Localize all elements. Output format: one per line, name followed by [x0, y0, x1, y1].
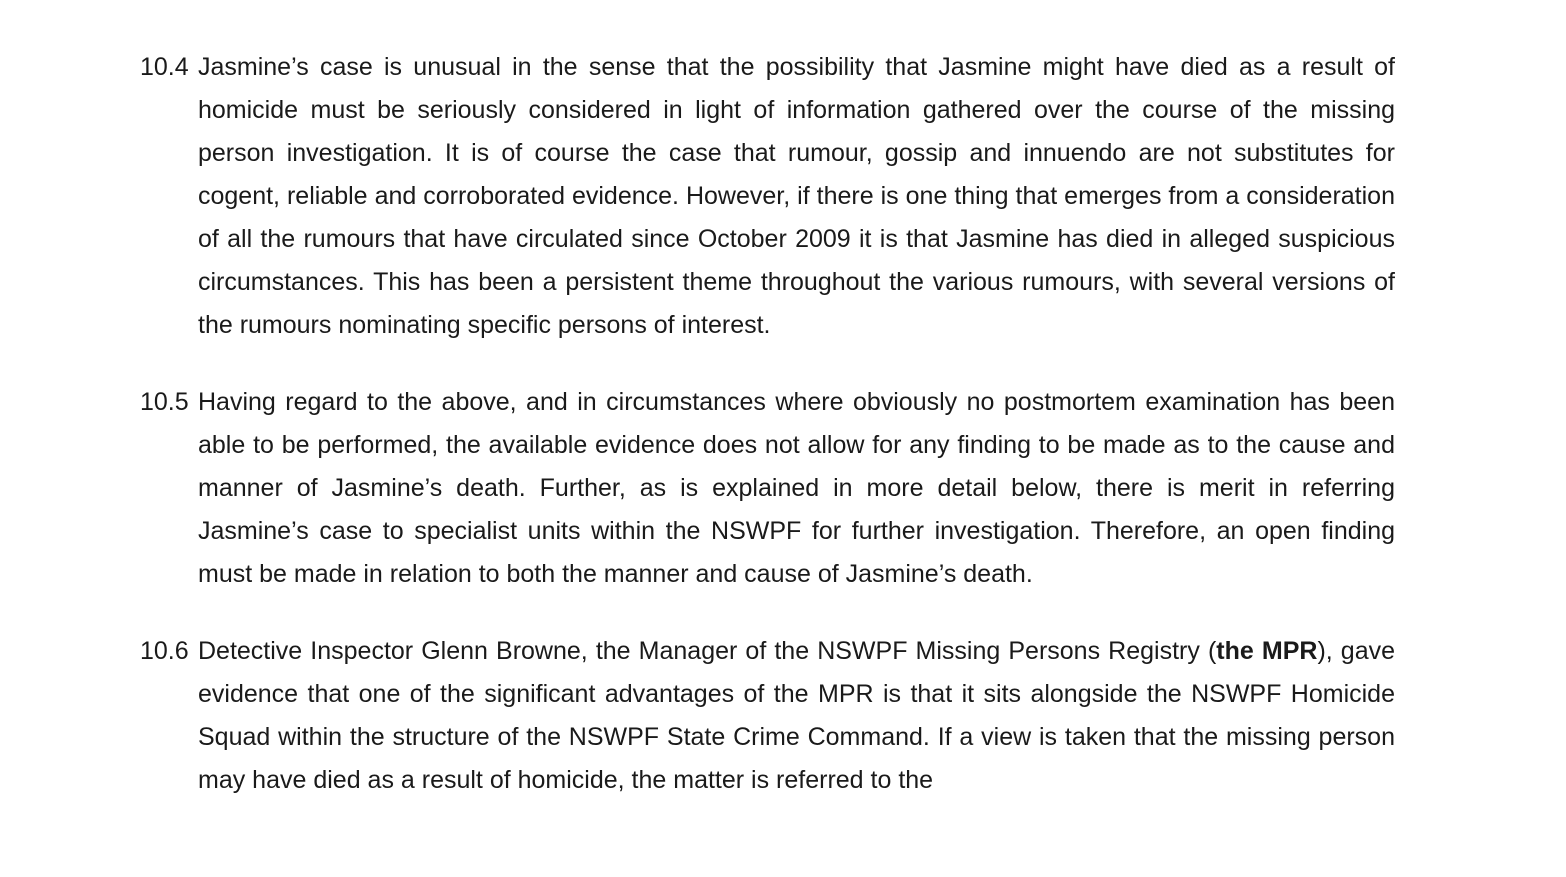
paragraph-text — [198, 46, 1395, 347]
paragraph-text-segment: Detective Inspector Glenn Browne, the Manager of the NSWPF Missing Persons Registry ( — [198, 637, 1217, 665]
paragraph-10-4 — [140, 46, 1395, 347]
paragraph-text-segment: Jasmine’s case is unusual in the sense that the possibility that Jasmine might have died as a result of homicide must be seriously considered in light of information gathered over the course of the missing person investigation. It is of course the case that rumour, gossip and innuendo are not substitutes for cogent, reliable and corroborated evidence. However, if there is one thing that emerges from a consideration of all the rumours that have circulated since October 2009 it is that Jasmine has died in alleged suspicious circumstances. This has been a persistent theme throughout the various rumours, with several versions of the rumours nominating specific persons of interest. — [198, 53, 1395, 339]
paragraph-text-segment-bold: the MPR — [1216, 637, 1318, 665]
paragraph-text-segment: Having regard to the above, and in circumstances where obviously no postmortem examination has been able to be performed, the available evidence does not allow for any finding to be made as to the cause and manner of Jasmine’s death. Further, as is explained in more detail below, there is merit in referring Jasmine’s case to specialist units within the NSWPF for further investigation. Therefore, an open finding must be made in relation to both the manner and cause of Jasmine’s death. — [198, 388, 1395, 588]
paragraph-number: 10.4 — [140, 53, 189, 81]
paragraph-number: 10.5 — [140, 388, 189, 416]
paragraph-text — [198, 381, 1395, 596]
paragraph-10-5 — [140, 381, 1395, 596]
paragraph-text — [198, 630, 1395, 802]
paragraph-number: 10.6 — [140, 637, 189, 665]
paragraph-10-6 — [140, 630, 1395, 802]
paragraph-text-segment: ), gave evidence that one of the significant advantages of the MPR is that it sits alongside the NSWPF Homicide Squad within the structure of the NSWPF State Crime Command. If a view is taken that the missing person may have died as a result of homicide, the matter is referred to the — [198, 637, 1396, 794]
